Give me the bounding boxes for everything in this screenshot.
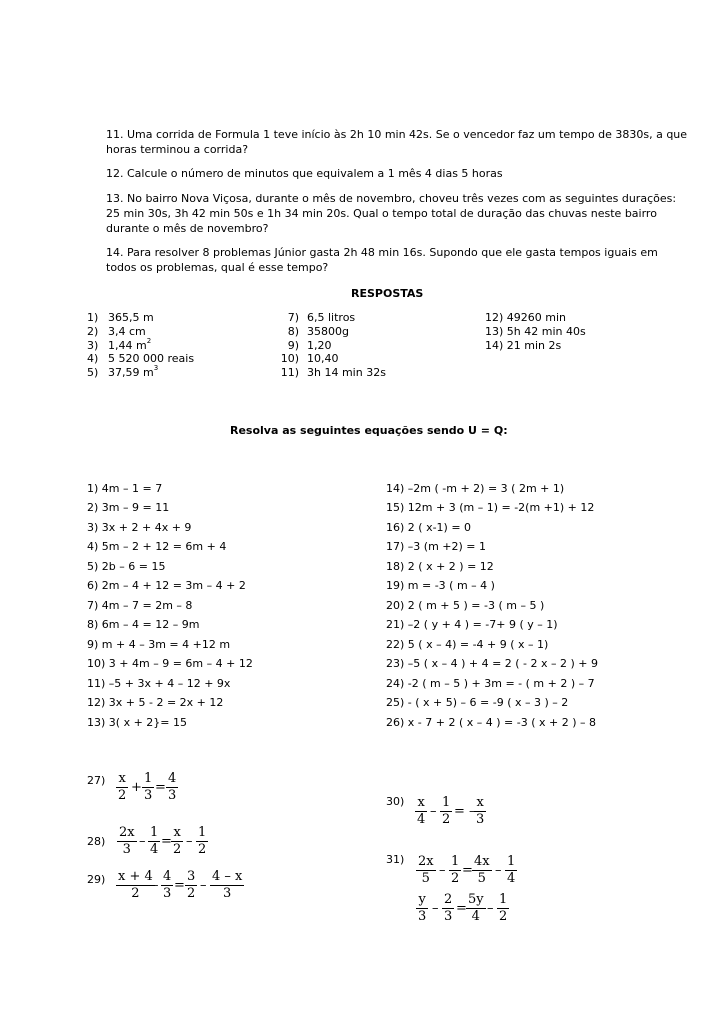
equation-29-label: 29) bbox=[87, 873, 106, 886]
fraction: $\frac{1}{2}$ bbox=[198, 825, 207, 857]
equation-item: 1) 4m – 1 = 7 bbox=[87, 482, 163, 495]
operator: = bbox=[155, 780, 166, 795]
fraction: $\frac{1}{2}$ bbox=[451, 854, 460, 886]
answer-exponent: 3 bbox=[153, 364, 159, 372]
problem-14-line-2: todos os problemas, qual é esse tempo? bbox=[106, 261, 329, 274]
equation-item: 24) -2 ( m – 5 ) + 3m = - ( m + 2 ) – 7 bbox=[386, 677, 595, 690]
answer-item: 13) 5h 42 min 40s bbox=[485, 325, 586, 338]
operator: – bbox=[439, 863, 446, 878]
equation-item: 16) 2 ( x-1) = 0 bbox=[386, 521, 472, 534]
equation-item: 3) 3x + 2 + 4x + 9 bbox=[87, 521, 192, 534]
problem-12-line-1: 12. Calcule o número de minutos que equivalem a 1 mês 4 dias 5 horas bbox=[106, 167, 503, 180]
operator: – bbox=[200, 878, 207, 893]
fraction: $\frac{3}{2}$ bbox=[187, 869, 196, 901]
answer-num: 9) bbox=[287, 339, 299, 352]
answer-num: 2) bbox=[87, 325, 99, 338]
equation-item: 22) 5 ( x – 4) = -4 + 9 ( x – 1) bbox=[386, 638, 549, 651]
fraction: $\frac{5y}{4}$ bbox=[468, 892, 484, 924]
equation-30-label: 30) bbox=[386, 795, 405, 808]
problem-13-line-1: 13. No bairro Nova Viçosa, durante o mês de novembro, choveu três vezes com as seguintes durações: bbox=[106, 192, 677, 205]
fraction: $\frac{1}{3}$ bbox=[144, 771, 153, 803]
answer-value: 37,59 m bbox=[108, 366, 154, 379]
fraction: $\frac{x}{2}$ bbox=[118, 771, 127, 803]
answer-item: 14) 21 min 2s bbox=[485, 339, 562, 352]
problem-13-line-2: 25 min 30s, 3h 42 min 50s e 1h 34 min 20s. Qual o tempo total de duração das chuvas neste bairro bbox=[106, 207, 657, 220]
fraction: $\frac{4x}{5}$ bbox=[474, 854, 490, 886]
equation-item: 7) 4m – 7 = 2m – 8 bbox=[87, 599, 193, 612]
answer-value: 1,44 m bbox=[108, 339, 147, 352]
answer-item: 12) 49260 min bbox=[485, 311, 567, 324]
fraction: $\frac{4}{3}$ bbox=[168, 771, 177, 803]
problem-11-line-1: 11. Uma corrida de Formula 1 teve início às 2h 10 min 42s. Se o vencedor faz um tempo de 3830s, a que bbox=[106, 128, 688, 141]
fraction: $\frac{1}{2}$ bbox=[499, 892, 508, 924]
fraction: $\frac{x}{4}$ bbox=[417, 795, 426, 827]
equation-item: 9) m + 4 – 3m = 4 +12 m bbox=[87, 638, 231, 651]
operator: = bbox=[456, 901, 467, 916]
answer-exponent: 2 bbox=[146, 337, 152, 345]
fraction: $\frac{1}{4}$ bbox=[150, 825, 159, 857]
operator: + bbox=[131, 780, 142, 795]
operator: – bbox=[495, 863, 502, 878]
answers-title: RESPOSTAS bbox=[351, 287, 424, 300]
answer-value: 1,20 bbox=[307, 339, 332, 352]
equation-item: 11) –5 + 3x + 4 – 12 + 9x bbox=[87, 677, 231, 690]
equation-item: 18) 2 ( x + 2 ) = 12 bbox=[386, 560, 494, 573]
equation-item: 25) - ( x + 5) – 6 = -9 ( x – 3 ) – 2 bbox=[386, 696, 569, 709]
fraction: $\frac{4 - x}{3}$ bbox=[212, 869, 243, 901]
answer-num: 4) bbox=[87, 352, 99, 365]
answer-value: 10,40 bbox=[307, 352, 339, 365]
equation-item: 6) 2m – 4 + 12 = 3m – 4 + 2 bbox=[87, 579, 246, 592]
operator: = bbox=[174, 878, 185, 893]
operator: – bbox=[432, 901, 439, 916]
operator: = – bbox=[454, 804, 476, 819]
equation-item: 12) 3x + 5 - 2 = 2x + 12 bbox=[87, 696, 224, 709]
equation-item: 26) x - 7 + 2 ( x – 4 ) = -3 ( x + 2 ) – 8 bbox=[386, 716, 596, 729]
answer-num: 10) bbox=[280, 352, 299, 365]
answer-num: 1) bbox=[87, 311, 99, 324]
equation-item: 8) 6m – 4 = 12 – 9m bbox=[87, 618, 200, 631]
answer-value: 365,5 m bbox=[108, 311, 154, 324]
answer-value: 35800g bbox=[307, 325, 349, 338]
fraction: $\frac{2x}{3}$ bbox=[119, 825, 135, 857]
fraction: $\frac{x + 4}{2}$ bbox=[118, 869, 153, 901]
equation-item: 20) 2 ( m + 5 ) = -3 ( m – 5 ) bbox=[386, 599, 545, 612]
operator: = bbox=[462, 863, 473, 878]
equation-item: 15) 12m + 3 (m – 1) = -2(m +1) + 12 bbox=[386, 501, 595, 514]
fraction: $\frac{2}{3}$ bbox=[444, 892, 453, 924]
equation-28-label: 28) bbox=[87, 835, 106, 848]
operator: – bbox=[430, 804, 437, 819]
fraction: $\frac{1}{2}$ bbox=[442, 795, 451, 827]
answer-value: 5 520 000 reais bbox=[108, 352, 195, 365]
operator: – bbox=[139, 834, 146, 849]
equation-item: 19) m = -3 ( m – 4 ) bbox=[386, 579, 495, 592]
fraction: $\frac{y}{3}$ bbox=[418, 892, 427, 924]
equation-item: 17) –3 (m +2) = 1 bbox=[386, 540, 486, 553]
equation-item: 10) 3 + 4m – 9 = 6m – 4 + 12 bbox=[87, 657, 253, 670]
equation-item: 23) –5 ( x – 4 ) + 4 = 2 ( - 2 x – 2 ) + 9 bbox=[386, 657, 599, 670]
equation-31-label: 31) bbox=[386, 853, 405, 866]
answer-value: 3,4 cm bbox=[108, 325, 146, 338]
problem-14-line-1: 14. Para resolver 8 problemas Júnior gasta 2h 48 min 16s. Supondo que ele gasta tempos iguais em bbox=[106, 246, 658, 259]
operator: – bbox=[186, 834, 193, 849]
answer-num: 5) bbox=[87, 366, 99, 379]
fraction: $\frac{x}{3}$ bbox=[476, 795, 485, 827]
equation-item: 13) 3( x + 2}= 15 bbox=[87, 716, 187, 729]
fraction: $\frac{1}{4}$ bbox=[507, 854, 516, 886]
answer-num: 8) bbox=[287, 325, 299, 338]
answer-value: 6,5 litros bbox=[307, 311, 356, 324]
equation-27-label: 27) bbox=[87, 774, 106, 787]
equation-item: 21) –2 ( y + 4 ) = -7+ 9 ( y – 1) bbox=[386, 618, 558, 631]
fraction: $\frac{4}{3}$ bbox=[163, 869, 172, 901]
operator: – bbox=[487, 901, 494, 916]
fraction: $\frac{x}{2}$ bbox=[173, 825, 182, 857]
equation-item: 14) –2m ( -m + 2) = 3 ( 2m + 1) bbox=[386, 482, 565, 495]
answer-num: 11) bbox=[280, 366, 299, 379]
answer-num: 3) bbox=[87, 339, 99, 352]
answer-value: 3h 14 min 32s bbox=[307, 366, 386, 379]
equation-item: 2) 3m – 9 = 11 bbox=[87, 501, 170, 514]
problem-11-line-2: horas terminou a corrida? bbox=[106, 143, 249, 156]
equation-item: 4) 5m – 2 + 12 = 6m + 4 bbox=[87, 540, 227, 553]
operator: – bbox=[152, 878, 159, 893]
problem-13-line-3: durante o mês de novembro? bbox=[106, 222, 269, 235]
fraction: $\frac{2x}{5}$ bbox=[418, 854, 434, 886]
operator: = bbox=[161, 834, 172, 849]
answer-num: 7) bbox=[287, 311, 299, 324]
equations-title: Resolva as seguintes equações sendo U = Q: bbox=[230, 424, 508, 437]
equation-item: 5) 2b – 6 = 15 bbox=[87, 560, 166, 573]
